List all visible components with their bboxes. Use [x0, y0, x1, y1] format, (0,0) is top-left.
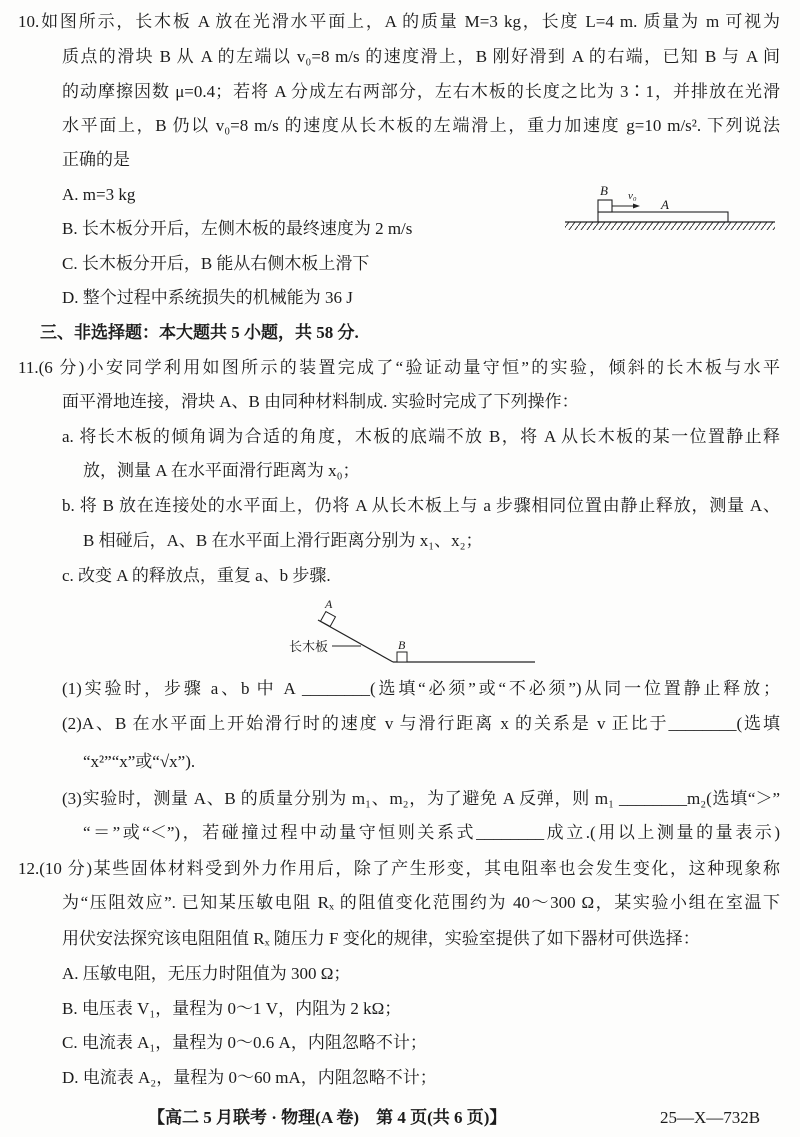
sub-question-3-continued: “＝”或“＜”)，若碰撞过程中动量守恒则关系式________成立.(用以上测量的量表示): [83, 823, 780, 842]
board-a: [598, 212, 728, 222]
option-c: C. 长木板分开后，B 能从右侧木板上滑下: [62, 254, 370, 273]
board-and-block-figure: [560, 178, 780, 234]
question-11-stem-line: 面平滑地连接，滑块 A、B 由同种材料制成. 实验时完成了下列操作：: [62, 392, 579, 411]
question-10-stem-line: 的动摩擦因数 μ=0.4；若将 A 分成左右两部分，左右木板的长度之比为 3∶1，并排放在光滑: [62, 82, 780, 101]
sub-question-3: (3)实验时，测量 A、B 的质量分别为 m₁、m₂，为了避免 A 反弹，则 m₁ ________m₂(选填“＞”: [62, 789, 780, 808]
question-10-stem-line: 水平面上，B 仍以 v₀=8 m/s 的速度从长木板的左端滑上，重力加速度 g=10 m/s². 下列说法: [62, 116, 780, 135]
section-heading: 三、非选择题：本大题共 5 小题，共 58 分.: [40, 323, 359, 342]
velocity-arrow-head: [633, 204, 640, 209]
board-a-label: A: [661, 197, 669, 212]
block-b-label: B: [398, 638, 406, 652]
paper-code: 25—X—732B: [660, 1108, 761, 1127]
question-10-stem-line: 正确的是: [62, 150, 130, 169]
question-11-stem-line: 11.(6 分)小安同学利用如图所示的装置完成了“验证动量守恒”的实验，倾斜的长木板与水平: [18, 358, 780, 377]
question-10-stem-line: 10.如图所示，长木板 A 放在光滑水平面上，A 的质量 M=3 kg，长度 L=4 m. 质量为 m 可视为: [18, 12, 780, 31]
sub-question-2-continued: “x²”“x”或“√x”).: [83, 752, 196, 771]
option-a: A. m=3 kg: [62, 185, 136, 204]
block-a: [321, 612, 336, 627]
ground-hatching: [565, 222, 775, 230]
equipment-item-b: B. 电压表 V₁，量程为 0～1 V，内阻为 2 kΩ；: [62, 999, 402, 1018]
velocity-label: v₀: [628, 190, 637, 202]
option-d: D. 整个过程中系统损失的机械能为 36 J: [62, 288, 353, 307]
step-a: a. 将长木板的倾角调为合适的角度，木板的底端不放 B，将 A 从长木板的某一位置静止释: [62, 427, 780, 446]
equipment-item-a: A. 压敏电阻，无压力时阻值为 300 Ω；: [62, 964, 351, 983]
block-a-label: A: [325, 597, 333, 611]
incline-figure: [285, 598, 540, 668]
question-10-stem-line: 质点的滑块 B 从 A 的左端以 v₀=8 m/s 的速度滑上，B 刚好滑到 A 的右端，已知 B 与 A 间: [62, 47, 780, 66]
equipment-item-c: C. 电流表 A₁，量程为 0～0.6 A，内阻忽略不计；: [62, 1033, 427, 1052]
block-b: [598, 200, 612, 212]
board-label: 长木板: [289, 639, 329, 654]
step-b: b. 将 B 放在连接处的水平面上，仍将 A 从长木板上与 a 步骤相同位置由静止释放，测量 A、: [62, 496, 780, 515]
sub-question-2: (2)A、B 在水平面上开始滑行时的速度 v 与滑行距离 x 的关系是 v 正比于________(选填: [62, 714, 780, 733]
block-b-label: B: [600, 183, 608, 198]
equipment-item-d: D. 电流表 A₂，量程为 0～60 mA，内阻忽略不计；: [62, 1068, 437, 1087]
step-b-continued: B 相碰后，A、B 在水平面上滑行距离分别为 x₁、x₂；: [83, 531, 483, 550]
question-12-stem-line: 12.(10 分)某些固体材料受到外力作用后，除了产生形变，其电阻率也会发生变化，这种现象称: [18, 859, 780, 878]
option-b: B. 长木板分开后，左侧木板的最终速度为 2 m/s: [62, 219, 413, 238]
page-footer-title: 【高二 5 月联考 · 物理(A 卷) 第 4 页(共 6 页)】: [148, 1108, 507, 1127]
step-a-continued: 放，测量 A 在水平面滑行距离为 x₀；: [83, 461, 360, 480]
question-12-stem-line: 用伏安法探究该电阻阻值 Rₓ 随压力 F 变化的规律，实验室提供了如下器材可供选择：: [62, 929, 700, 948]
sub-question-1: (1)实验时，步骤 a、b 中 A ________(选填“必须”或“不必须”)从同一位置静止释放；: [62, 679, 780, 698]
question-12-stem-line: 为“压阻效应”. 已知某压敏电阻 Rₓ 的阻值变化范围约为 40～300 Ω，某实验小组在室温下: [62, 893, 780, 912]
block-b: [397, 652, 407, 662]
step-c: c. 改变 A 的释放点，重复 a、b 步骤.: [62, 566, 331, 585]
